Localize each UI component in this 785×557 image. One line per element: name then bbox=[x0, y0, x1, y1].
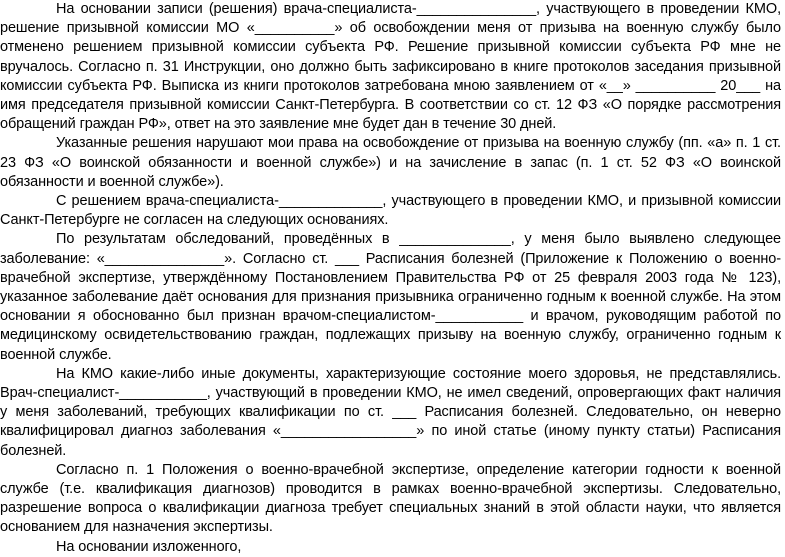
paragraph-kmo-documents: На КМО какие-либо иные документы, характеризующие состояние моего здоровья, не представлялись. Врач-специалист-___________, участвующий в проведении КМО, не имел сведений, опровергающих факт наличия у меня заболеваний, требующих квалификации по ст. ___ Расписания болезней. Следовательно, он неверно квалифицировал диагноз заболевания «_________________» по иной статье (иному пункту статьи) Расписания болезней. bbox=[0, 365, 781, 459]
paragraph-disagreement: С решением врача-специалиста-_____________, участвующего в проведении КМО, и призывной комиссии Санкт-Петербурге не согласен на следующих основаниях. bbox=[0, 193, 781, 229]
paragraph-examination-results: По результатам обследований, проведённых в ______________, у меня было выявлено следующее заболевание: «_______________». Согласно ст. ___ Расписания болезней (Приложение к Положению о военно-врачебной экспертизе, утверждённому Постановлением Правительства РФ от 25 февраля 2003 года № 123), указанное заболевание даёт основания для признания призывника ограниченно годным к военной службе. На этом основании я обоснованно был признан врачом-специалистом-___________ и врачом, руководящим работой по медицинскому освидетельствованию граждан, подлежащих призыву на военную службу, ограниченно годным к военной службе. bbox=[0, 231, 781, 363]
paragraph-expertise-regulation: Согласно п. 1 Положения о военно-врачебной экспертизе, определение категории годности к военной службе (т.е. квалификация диагнозов) проводится в рамках военно-врачебной экспертизы. Следовательно, разрешение вопроса о квалификации диагноза требует специальных знаний в этой области науки, что является основанием для назначения экспертизы. bbox=[0, 461, 781, 536]
paragraph-record-decision: На основании записи (решения) врача-специалиста-_______________, участвующего в проведении КМО, решение призывной комиссии МО «__________» об освобождении меня от призыва на военную службу было отменено решением призывной комиссии субъекта РФ. Решение призывной комиссии субъекта РФ мне не вручалось. Согласно п. 31 Инструкции, оно должно быть зафиксировано в книге протоколов заседания призывной комиссии субъекта РФ. Выписка из книги протоколов затребована мною заявлением от «__» __________ 20___ на имя председателя призывной комиссии Санкт-Петербурга. В соответствии со ст. 12 ФЗ «О порядке рассмотрения обращений граждан РФ», ответ на это заявление мне будет дан в течение 30 дней. bbox=[0, 1, 781, 133]
paragraph-rights-violation: Указанные решения нарушают мои права на освобождение от призыва на военную службу (пп. «а» п. 1 ст. 23 ФЗ «О воинской обязанности и военной службе») и на зачисление в запас (п. 1 ст. 52 ФЗ «О воинской обязанности и военной службе»). bbox=[0, 135, 781, 190]
paragraph-conclusion: На основании изложенного, bbox=[56, 538, 242, 555]
